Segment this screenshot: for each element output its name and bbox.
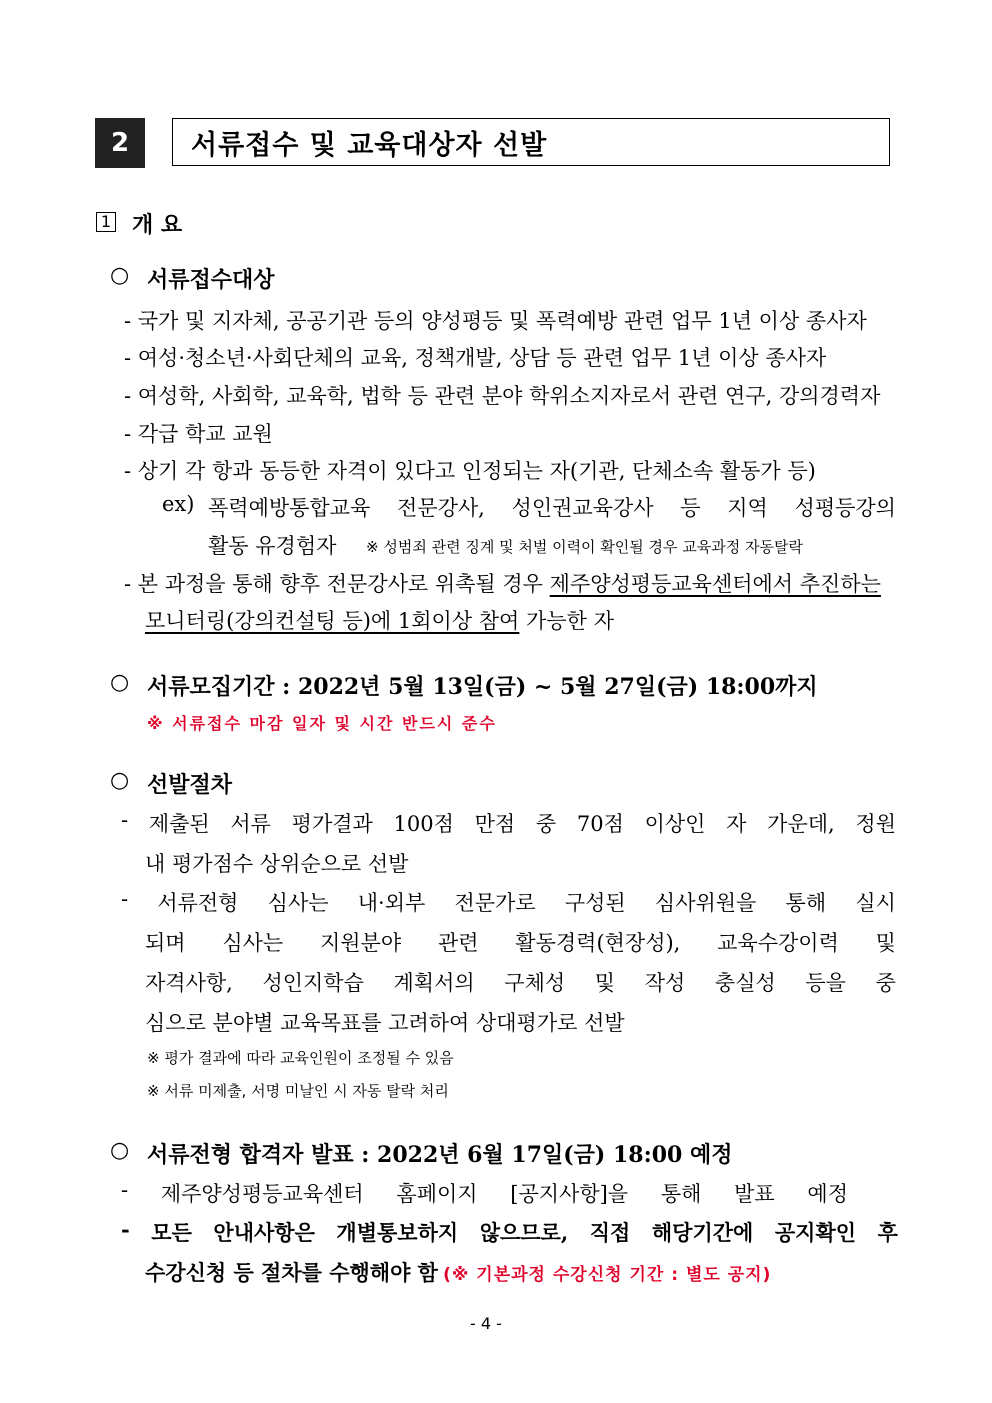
word: 정원 [855,812,896,836]
word: 내·외부 [357,891,426,915]
word: [공지사항]을 [510,1182,629,1206]
eligibility-item-4: - 각급 학교 교원 [124,422,273,446]
word: 후 [877,1220,898,1245]
word: 중 [875,971,896,995]
word: 자격사항, [145,971,233,995]
word: 성인지학습 [262,971,364,995]
item-6-underline-2: 모니터링(강의컨설팅 등)에 1회이상 참여 [145,609,520,633]
word: 예정 [807,1182,848,1206]
word: 서류 [230,812,271,836]
example-line-1 [208,492,896,522]
word: 지원분야 [320,931,402,955]
selection-item-1-line-1 [121,808,896,838]
word: 교육수강이력 [717,931,839,955]
word: 등 [680,496,701,520]
word: 70점 [576,812,624,836]
period-bullet: ○ [110,670,130,695]
word: 구체성 [504,971,566,995]
word: 서류전형 [157,891,239,915]
section-title: 서류접수 및 교육대상자 선발 [172,118,890,166]
item-6-underline-1: 제주양성평등교육센터에서 추진하는 [549,572,881,596]
announcement-red-note: (※ 기본과정 수강신청 기간 : 별도 공지) [443,1265,772,1285]
word: 가운데, [767,812,835,836]
word: 심사위원을 [654,891,757,915]
word: 전문가로 [454,891,536,915]
word: 성평등강의 [794,496,896,520]
word: 심사는 [267,891,329,915]
word: - [121,887,129,911]
eligibility-item-1: - 국가 및 지자체, 공공기관 등의 양성평등 및 폭력예방 관련 업무 1년 이상 종사자 [124,309,867,333]
word: 지역 [727,496,768,520]
word: 계획서의 [393,971,475,995]
eligibility-item-3: - 여성학, 사회학, 교육학, 법학 등 관련 분야 학위소지자로서 관련 연구, 강의경력자 [124,384,881,408]
period-warning: ※ 서류접수 마감 일자 및 시간 반드시 준수 [147,714,497,733]
selection-note-1: ※ 평가 결과에 따라 교육인원이 조정될 수 있음 [147,1049,454,1067]
eligibility-item-2: - 여성·청소년·사회단체의 교육, 정책개발, 상담 등 관련 업무 1년 이상 종사자 [124,346,827,370]
eligibility-item-5: - 상기 각 항과 동등한 자격이 있다고 인정되는 자(기관, 단체소속 활동가 등) [124,459,816,483]
word: 개별통보하지 [336,1220,459,1245]
selection-item-2-line-4: 심으로 분야별 교육목표를 고려하여 상대평가로 선발 [145,1011,625,1035]
word: 이상인 [644,812,706,836]
example-prefix: ex) [162,492,195,516]
word: 구성된 [564,891,626,915]
word: 자 [726,812,747,836]
announcement-text: 서류전형 합격자 발표 : 2022년 6월 17일(금) 18:00 예정 [147,1142,733,1168]
selection-item-2-line-3 [145,967,896,997]
word: 공지확인 [774,1220,857,1245]
word: 만점 [474,812,516,836]
page-number: - 4 - [470,1314,502,1333]
period-text: 서류모집기간 : 2022년 5월 13일(금) ~ 5월 27일(금) 18:00까지 [147,674,818,700]
overview-heading: 개 요 [132,213,183,238]
selection-item-1-line-2: 내 평가점수 상위순으로 선발 [145,852,409,876]
word: 활동경력(현장성), [515,931,681,955]
word: 해당기간에 [651,1220,754,1245]
word: 및 [875,931,896,955]
word: 통해 [785,891,827,915]
word: 충실성 [714,971,776,995]
announcement-item-2-line-1 [121,1217,898,1247]
word: 직접 [589,1220,631,1245]
selection-note-2: ※ 서류 미제출, 서명 미날인 시 자동 탈락 처리 [147,1082,449,1100]
word: 폭력예방통합교육 [208,496,371,520]
word: - [121,808,129,832]
word: 모든 [151,1220,192,1245]
word: 되며 [145,931,186,955]
announcement-bullet: ○ [110,1138,130,1163]
word: 작성 [644,971,686,995]
word: 않으므로, [479,1220,569,1245]
word: 심사는 [222,931,284,955]
section-number: 2 [95,118,145,168]
word: 성인권교육강사 [511,496,654,520]
announcement-item-1 [121,1178,848,1208]
word: 안내사항은 [213,1220,315,1245]
selection-title: 선발절차 [147,772,233,798]
word: 홈페이지 [396,1182,478,1206]
announcement-item-2-line-2 [145,1257,771,1287]
word: 및 [594,971,616,995]
announcement-item-2-text: 수강신청 등 절차를 수행해야 함 [145,1260,438,1285]
word: 등을 [805,971,846,995]
word: 제주양성평등교육센터 [160,1182,364,1206]
overview-number-box: 1 [96,212,116,232]
word: 관련 [437,931,479,955]
word: 제출된 [148,812,210,836]
word: - [121,1217,130,1242]
word: 발표 [734,1182,775,1206]
example-note: ※ 성범죄 관련 징계 및 처벌 이력이 확인될 경우 교육과정 자동탈락 [366,538,803,556]
selection-item-2-line-1 [121,887,896,917]
eligibility-item-6-line-1 [124,568,881,598]
selection-bullet: ○ [110,768,130,793]
eligibility-title: 서류접수대상 [147,267,275,293]
word: 통해 [660,1182,702,1206]
word: 중 [535,812,557,836]
example-line-2: 활동 유경험자 [208,534,337,558]
item-6-suffix: 가능한 자 [519,609,614,633]
selection-item-2-line-2 [145,927,896,957]
word: 전문강사, [397,496,485,520]
word: 실시 [855,891,896,915]
word: - [121,1178,129,1202]
eligibility-item-6-line-2 [145,605,614,635]
word: 평가결과 [291,812,373,836]
item-6-prefix: - 본 과정을 통해 향후 전문강사로 위촉될 경우 [124,572,550,596]
eligibility-bullet: ○ [110,263,130,288]
word: 100점 [393,812,454,836]
